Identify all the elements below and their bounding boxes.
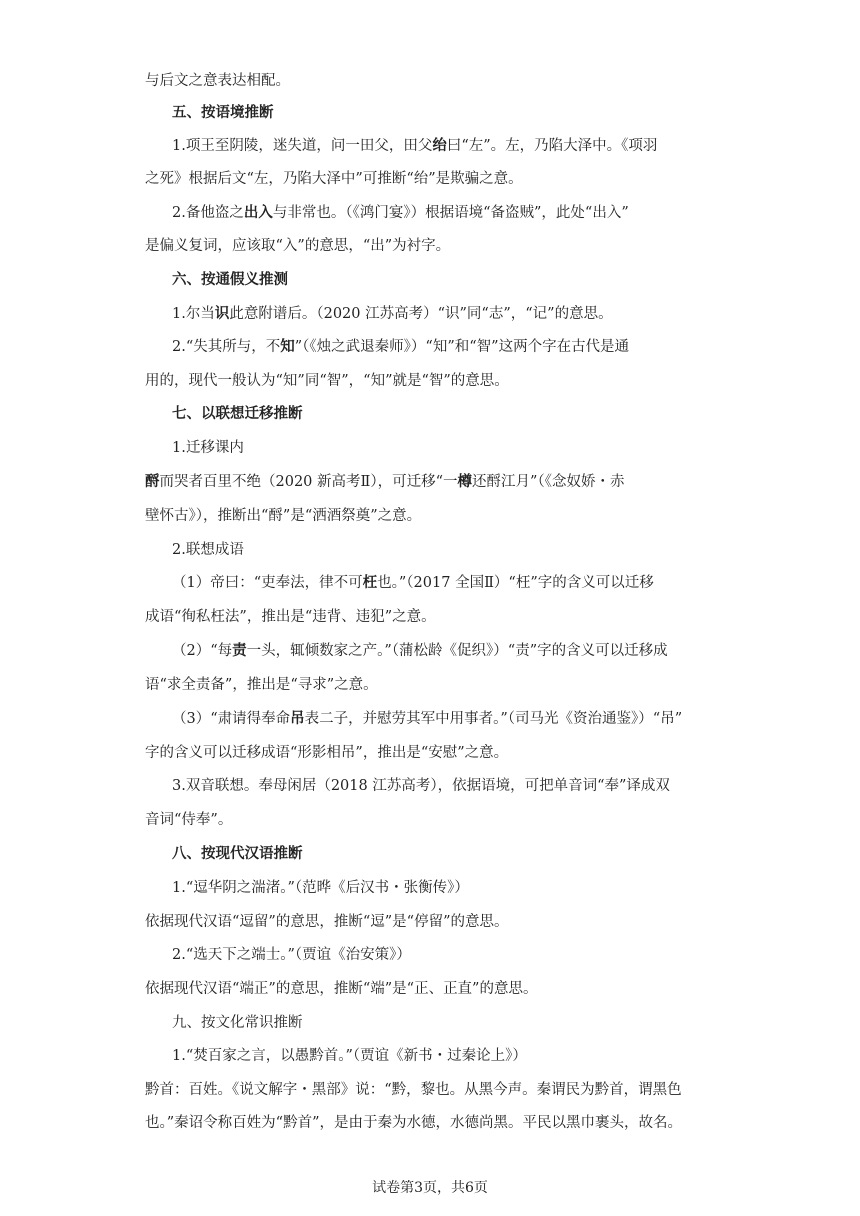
text-segment: 2.备他盗之 (172, 205, 244, 221)
emphasized-char: 枉 (362, 574, 378, 591)
text-line (145, 472, 624, 492)
section-heading (172, 103, 274, 123)
text-segment: 语“求全责备”，推出是“寻求”之意。 (145, 677, 378, 693)
text-segment: 3.双音联想。奉母闲居（2018 江苏高考），依据语境，可把单音词“奉”译成双 (172, 778, 670, 794)
text-line (172, 641, 668, 661)
text-segment: 表二子，并慰劳其军中用事者。”（司马光《资治通鉴》）“吊” (304, 711, 683, 727)
text-segment: （3）“肃请得奉命 (172, 711, 291, 727)
text-line (145, 236, 450, 256)
page-footer: 试卷第3页，共6页 (372, 1180, 488, 1196)
text-segment: 2.“失其所与，不 (172, 339, 281, 355)
text-segment: 也。”秦诏令称百姓为“黔首”，是由于秦为水德，水德尚黑。平民以黑巾裹头，故名。 (145, 1115, 682, 1131)
section-heading (172, 270, 288, 290)
emphasized-char: 出入 (243, 204, 273, 221)
text-segment: 与后文之意表达相配。 (145, 73, 290, 89)
text-line (145, 169, 523, 189)
text-segment: 1.迁移课内 (172, 440, 244, 456)
text-segment: 依据现代汉语“端正”的意思，推断“端”是“正、正直”的意思。 (145, 981, 538, 997)
text-segment: 九、按文化常识推断 (172, 1015, 303, 1031)
emphasized-char: 责 (232, 642, 247, 659)
text-line (172, 540, 244, 560)
text-segment: 1.项王至阴陵，迷失道，问一田父，田父 (172, 138, 433, 154)
text-line (172, 1046, 527, 1066)
text-segment: 1.“焚百家之言，以愚黔首。”（贾谊《新书・过秦论上》） (172, 1048, 527, 1064)
text-segment: 2.“选天下之端士。”（贾谊《治安策》） (172, 947, 411, 963)
text-segment: 2.联想成语 (172, 542, 244, 558)
text-segment: 字的含义可以迁移成语“形影相吊”，推出是“安慰”之意。 (145, 745, 509, 761)
text-line (172, 304, 613, 324)
text-segment: 之死》根据后文“左，乃陷大泽中”可推断“绐”是欺骗之意。 (145, 171, 523, 187)
text-segment: 还酹江月”（《念奴娇・赤 (472, 474, 625, 490)
text-segment: 音词“侍奉”。 (145, 812, 233, 828)
text-line (172, 438, 244, 458)
text-line (172, 337, 629, 357)
text-line (172, 878, 469, 898)
text-line (172, 1013, 303, 1033)
text-line (172, 709, 682, 729)
text-line (145, 1113, 682, 1133)
text-line (145, 675, 378, 695)
text-segment: ”（《烛之武退秦师》）“知”和“智”这两个字在古代是通 (294, 339, 630, 355)
text-segment: 黔首：百姓。《说文解字・黑部》说：“黔，黎也。从黑今声。秦谓民为黔首，谓黑色 (145, 1082, 682, 1098)
text-line (145, 810, 232, 830)
text-segment: （1）帝曰：“吏奉法，律不可 (172, 575, 363, 591)
text-segment: 六、按通假义推测 (172, 271, 288, 288)
text-line (145, 607, 436, 627)
emphasized-char: 酹 (145, 473, 160, 490)
text-line (172, 136, 657, 156)
text-segment: （2）“每 (172, 643, 233, 659)
text-segment: 一头，辄倾数家之产。”（蒲松龄《促织》）“责”字的含义可以迁移成 (246, 643, 668, 659)
text-segment: 壁怀古》），推断出“酹”是“洒酒祭奠”之意。 (145, 508, 422, 524)
text-segment: 依据现代汉语“逗留”的意思，推断“逗”是“停留”的意思。 (145, 914, 509, 930)
emphasized-char: 吊 (290, 710, 305, 727)
text-segment: 七、以联想迁移推断 (172, 405, 303, 422)
text-line (172, 573, 654, 593)
emphasized-char: 绐 (432, 137, 447, 154)
text-segment: 曰“左”。左，乃陷大泽中。《项羽 (446, 138, 658, 154)
text-line (145, 912, 508, 932)
text-segment: 是偏义复词，应该取“入”的意思，“出”为衬字。 (145, 238, 451, 254)
emphasized-char: 樽 (457, 473, 473, 490)
text-line (172, 776, 670, 796)
text-line (145, 506, 421, 526)
text-segment: 而哭者百里不绝（2020 新高考Ⅱ），可迁移“一 (159, 474, 458, 490)
text-segment: 与非常也。（《鸿门宴》）根据语境“备盗贼”，此处“出入” (272, 205, 629, 221)
text-segment: 成语“徇私枉法”，推出是“违背、违犯”之意。 (145, 609, 436, 625)
text-segment: 1.尔当 (172, 306, 215, 322)
text-segment: 此意附谱后。（2020 江苏高考）“识”同“志”，“记”的意思。 (229, 306, 613, 322)
text-segment: 也。”（2017 全国Ⅱ）“枉”字的含义可以迁移 (377, 575, 654, 591)
text-line (145, 371, 509, 391)
text-line (172, 945, 411, 965)
text-segment: 用的，现代一般认为“知”同“智”，“知”就是“智”的意思。 (145, 373, 509, 389)
text-line (145, 743, 508, 763)
text-segment: 五、按语境推断 (172, 104, 274, 121)
text-segment: 八、按现代汉语推断 (172, 845, 303, 862)
section-heading (172, 404, 303, 424)
text-line (172, 203, 629, 223)
text-line (145, 1080, 682, 1100)
text-line (145, 71, 290, 91)
emphasized-char: 识 (214, 305, 230, 322)
emphasized-char: 知 (280, 338, 295, 355)
text-segment: 1.“逗华阴之湍渚。”（范晔《后汉书・张衡传》） (172, 880, 469, 896)
section-heading (172, 844, 303, 864)
text-line (145, 979, 537, 999)
